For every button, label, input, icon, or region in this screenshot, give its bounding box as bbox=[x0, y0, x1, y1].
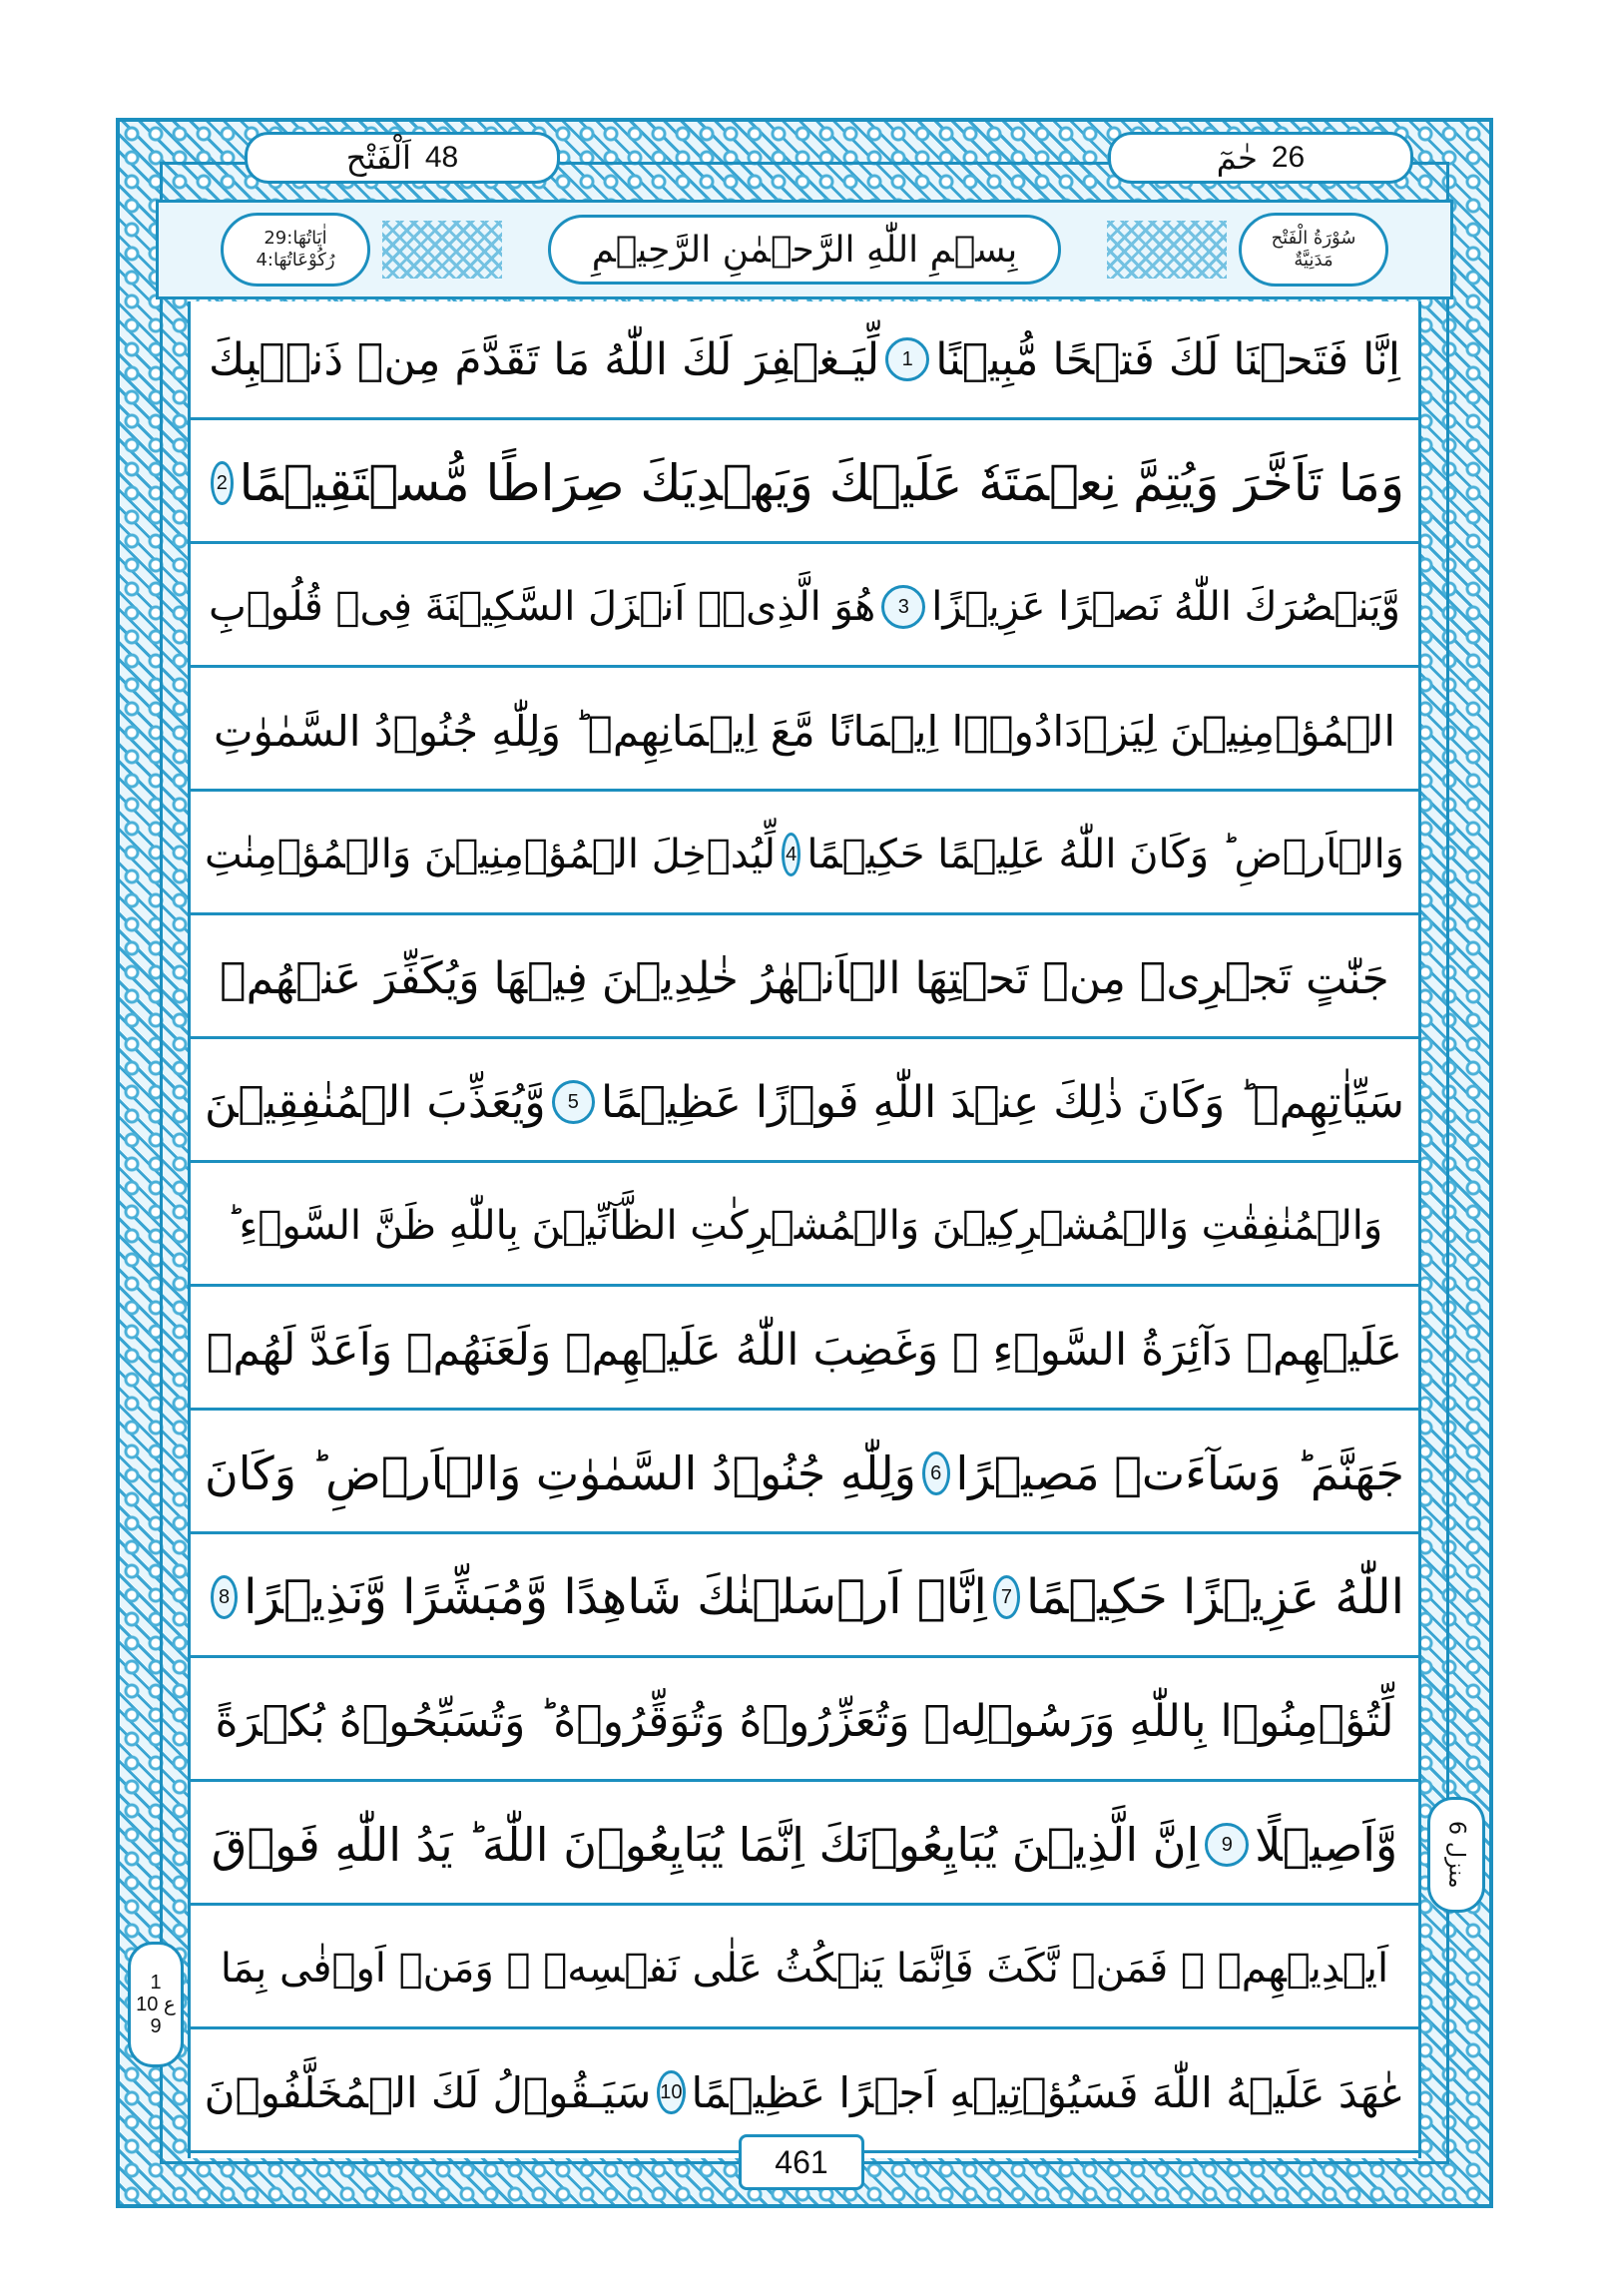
verse-text: لِّتُؤۡمِنُوۡا بِاللّٰهِ وَرَسُوۡلِهٖ وَتُعَزِّرُوۡهُ وَتُوَقِّرُوۡهُ ؕ وَتُسَبِّحُوۡهُ بُكۡرَةً bbox=[215, 1695, 1394, 1747]
ruku-top-number: 1 bbox=[150, 1972, 162, 1994]
ayah-number-marker: 1 bbox=[885, 337, 929, 381]
ruku-mid-number: ع 10 bbox=[136, 1994, 176, 2015]
surah-info-medallion bbox=[221, 213, 370, 287]
verse-text: وَالۡمُنٰفِقٰتِ وَالۡمُشۡرِكِيۡنَ وَالۡمُشۡرِكٰتِ الظَّآنِّيۡنَ بِاللّٰهِ ظَنَّ السَّوۡءِ ؕ bbox=[226, 1203, 1383, 1249]
verse-text: عَلَيۡهِمۡ دَآئِرَةُ السَّوۡءِ ۚ وَغَضِبَ اللّٰهُ عَلَيۡهِمۡ وَلَعَنَهُمۡ وَاَعَدَّ لَهُمۡ bbox=[206, 1324, 1403, 1376]
text-line bbox=[191, 1168, 1418, 1287]
ayah-number-marker: 3 bbox=[881, 585, 925, 629]
text-line bbox=[191, 549, 1418, 668]
ayah-number-marker: 8 bbox=[211, 1575, 238, 1619]
ruku-count-label: رُكُوْعَاتُهَا:4 bbox=[256, 250, 335, 271]
ayah-number-marker: 6 bbox=[922, 1451, 950, 1495]
verse-text: اِنَّاۤ اَرۡسَلۡنٰكَ شَاهِدًا وَّمُبَشِّرًا وَّنَذِيۡرًا bbox=[244, 1569, 987, 1625]
header-juz-box bbox=[1108, 132, 1413, 184]
surah-title-medallion bbox=[1239, 213, 1388, 287]
text-line bbox=[191, 673, 1418, 792]
text-line bbox=[191, 1292, 1418, 1411]
verse-text: وَلِلّٰهِ جُنُوۡدُ السَّمٰوٰتِ وَالۡاَرۡضِ ؕ وَكَانَ bbox=[205, 1446, 916, 1500]
verse-text: لِّيَـغۡفِرَ لَكَ اللّٰهُ مَا تَقَدَّمَ مِنۡ ذَنۡۢبِكَ bbox=[208, 333, 880, 385]
header-surah-box bbox=[245, 132, 560, 184]
verse-text: اِنَّ الَّذِيۡنَ يُبَايِعُوۡنَكَ اِنَّمَا يُبَايِعُوۡنَ اللّٰهَ ؕ يَدُ اللّٰهِ فَوۡقَ bbox=[211, 1818, 1200, 1872]
page-number: 461 bbox=[739, 2134, 864, 2190]
surah-title-band bbox=[156, 200, 1453, 299]
ayah-number-marker: 7 bbox=[993, 1575, 1020, 1619]
manzil-tag: منزل 6 bbox=[1427, 1797, 1485, 1913]
ayah-number-marker: 4 bbox=[782, 833, 800, 876]
verse-text: هُوَ الَّذِىۡۤ اَنۡزَلَ السَّكِيۡنَةَ فِىۡ قُلُوۡبِ bbox=[209, 584, 876, 630]
ruku-tag bbox=[128, 1942, 184, 2067]
verse-text: اَيۡدِيۡهِمۡ ۚ فَمَنۡ نَّكَثَ فَاِنَّمَا يَنۡكُثُ عَلٰى نَفۡسِهٖ ۚ وَمَنۡ اَوۡفٰى بِمَا bbox=[220, 1946, 1389, 1992]
text-line bbox=[191, 1911, 1418, 2029]
text-line bbox=[191, 425, 1418, 544]
ayah-number-marker: 2 bbox=[211, 461, 234, 505]
ruku-bottom-number: 9 bbox=[150, 2015, 162, 2037]
verse-text: عٰهَدَ عَلَيۡهُ اللّٰهَ فَسَيُؤۡتِيۡهِ اَجۡرًا عَظِيۡمًا bbox=[691, 2067, 1405, 2117]
header-juz-number: 26 bbox=[1271, 141, 1306, 174]
header-surah-number: 48 bbox=[424, 141, 459, 174]
verse-text: جَهَنَّمَ ؕ وَسَآءَتۡ مَصِيۡرًا bbox=[955, 1446, 1404, 1500]
ayah-number-marker: 10 bbox=[657, 2070, 685, 2114]
ayat-count-label: اٰيَاتُهَا:29 bbox=[264, 227, 327, 249]
surah-title: سُوْرَةُ الْفَتْح bbox=[1271, 227, 1356, 249]
verse-text: جَنّٰتٍ تَجۡرِىۡ مِنۡ تَحۡتِهَا الۡاَنۡهٰرُ خٰلِدِيۡنَ فِيۡهَا وَيُكَفِّرَ عَنۡهُمۡ bbox=[220, 952, 1389, 1004]
text-line bbox=[191, 301, 1418, 420]
verse-text: اللّٰهُ عَزِيۡزًا حَكِيۡمًا bbox=[1025, 1569, 1404, 1625]
verse-text: وَّيَنۡصُرَكَ اللّٰهُ نَصۡرًا عَزِيۡزًا bbox=[931, 584, 1400, 630]
verse-text: سَيَـقُوۡلُ لَكَ الۡمُخَلَّفُوۡنَ bbox=[204, 2067, 652, 2117]
text-line bbox=[191, 1663, 1418, 1782]
ornament-left bbox=[382, 221, 502, 279]
text-line bbox=[191, 1787, 1418, 1906]
verse-text: اِنَّا فَتَحۡنَا لَكَ فَتۡحًا مُّبِيۡنًا bbox=[935, 333, 1401, 385]
quran-text-panel bbox=[188, 301, 1421, 2158]
bismillah: بِسۡمِ اللّٰهِ الرَّحۡمٰنِ الرَّحِيۡمِ bbox=[548, 215, 1061, 285]
ornament-right bbox=[1107, 221, 1227, 279]
ayah-number-marker: 5 bbox=[552, 1080, 595, 1124]
text-line bbox=[191, 1044, 1418, 1163]
text-line bbox=[191, 1416, 1418, 1534]
verse-text: وَالۡاَرۡضِ ؕ وَكَانَ اللّٰهُ عَلِيۡمًا حَكِيۡمًا bbox=[806, 832, 1404, 877]
verse-text: لِّيُدۡخِلَ الۡمُؤۡمِنِيۡنَ وَالۡمُؤۡمِنٰتِ bbox=[205, 832, 777, 877]
header-surah-name: اَلْفَتْح bbox=[345, 139, 411, 177]
revelation-type: مَدَنِيَّةٌ bbox=[1294, 250, 1333, 271]
text-line bbox=[191, 920, 1418, 1039]
verse-text: الۡمُؤۡمِنِيۡنَ لِيَزۡدَادُوۡۤا اِيۡمَانًا مَّعَ اِيۡمَانِهِمۡ ؕ وَلِلّٰهِ جُنُوۡدُ السَّمٰوٰتِ bbox=[214, 706, 1395, 756]
text-line bbox=[191, 797, 1418, 915]
verse-text: وَّيُعَذِّبَ الۡمُنٰفِقِيۡنَ bbox=[205, 1076, 546, 1128]
verse-text: وَّاَصِيۡلًا bbox=[1255, 1818, 1398, 1872]
text-line bbox=[191, 1539, 1418, 1658]
header-juz-name: حٰمٓ bbox=[1216, 139, 1258, 177]
verse-text: سَيِّاٰتِهِمۡ ؕ وَكَانَ ذٰلِكَ عِنۡدَ اللّٰهِ فَوۡزًا عَظِيۡمًا bbox=[601, 1076, 1404, 1128]
verse-text: وَمَا تَاَخَّرَ وَيُتِمَّ نِعۡمَتَهٗ عَلَيۡكَ وَيَهۡدِيَكَ صِرَاطًا مُّسۡتَقِيۡمًا bbox=[239, 454, 1404, 512]
ayah-number-marker: 9 bbox=[1205, 1823, 1249, 1867]
